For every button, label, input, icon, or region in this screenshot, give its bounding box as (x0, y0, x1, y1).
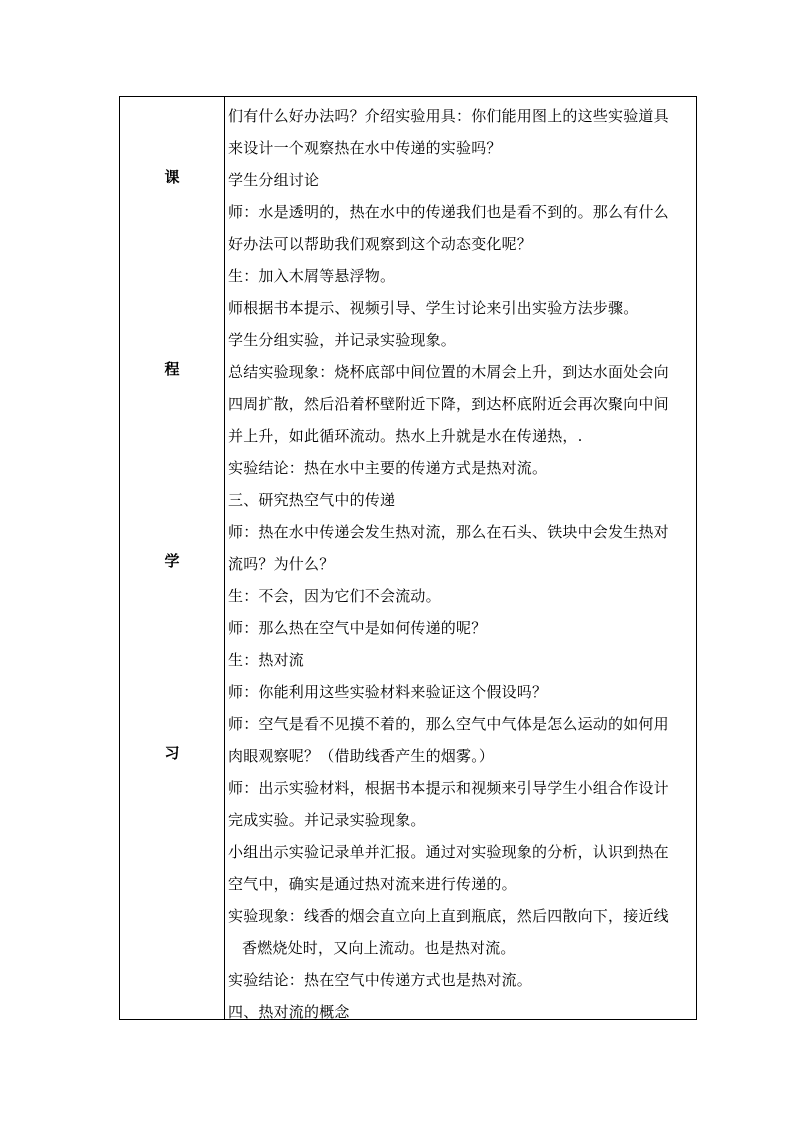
section-label-column (120, 97, 225, 1019)
label-ke: 课 (164, 168, 180, 186)
label-cheng: 程 (164, 360, 180, 378)
content-line: 来设计一个观察热在水中传递的实验吗？ (228, 139, 502, 157)
content-line: 并上升，如此循环流动。热水上升就是水在传递热，. (228, 427, 583, 445)
content-line: 师：你能利用这些实验材料来验证这个假设吗？ (228, 683, 548, 701)
label-xue: 学 (164, 552, 180, 570)
content-line: 学生分组实验，并记录实验现象。 (228, 331, 457, 349)
lesson-table (119, 96, 697, 1020)
content-line: 师：那么热在空气中是如何传递的呢？ (228, 619, 487, 637)
lesson-content (225, 97, 696, 1019)
content-line: 生：加入木屑等悬浮物。 (228, 267, 396, 285)
content-line: 小组出示实验记录单并汇报。通过对实验现象的分析，认识到热在 (228, 843, 669, 861)
content-line: 师根据书本提示、视频引导、学生讨论来引出实验方法步骤。 (228, 299, 639, 317)
content-line: 完成实验。并记录实验现象。 (228, 811, 426, 829)
content-line: 三、研究热空气中的传递 (228, 491, 396, 509)
content-line: 好办法可以帮助我们观察到这个动态变化呢？ (228, 235, 533, 253)
content-line: 四周扩散，然后沿着杯壁附近下降，到达杯底附近会再次聚向中间 (228, 395, 669, 413)
content-line: 师：空气是看不见摸不着的，那么空气中气体是怎么运动的如何用 (228, 715, 669, 733)
content-line: 肉眼观察呢？（借助线香产生的烟雾。） (228, 747, 495, 765)
content-line: 师：热在水中传递会发生热对流，那么在石头、铁块中会发生热对 (228, 523, 669, 541)
content-line: 四、热对流的概念 (228, 1003, 350, 1021)
content-line: 总结实验现象：烧杯底部中间位置的木屑会上升，到达水面处会向 (228, 363, 669, 381)
content-line: 师：水是透明的，热在水中的传递我们也是看不到的。那么有什么 (228, 203, 669, 221)
content-line: 香燃烧处时，又向上流动。也是热对流。 (242, 939, 516, 957)
content-line: 师：出示实验材料，根据书本提示和视频来引导学生小组合作设计 (228, 779, 669, 797)
content-line: 实验现象：线香的烟会直立向上直到瓶底，然后四散向下，接近线 (228, 907, 669, 925)
content-line: 生：不会，因为它们不会流动。 (228, 587, 441, 605)
content-line: 实验结论：热在空气中传递方式也是热对流。 (228, 971, 533, 989)
content-line: 实验结论：热在水中主要的传递方式是热对流。 (228, 459, 548, 477)
content-line: 学生分组讨论 (228, 171, 320, 189)
label-xi: 习 (164, 744, 180, 762)
content-line: 们有什么好办法吗？介绍实验用具：你们能用图上的这些实验道具 (228, 107, 669, 125)
content-line: 空气中，确实是通过热对流来进行传递的。 (228, 875, 517, 893)
content-line: 流吗？为什么？ (228, 555, 335, 573)
content-line: 生：热对流 (228, 651, 305, 669)
